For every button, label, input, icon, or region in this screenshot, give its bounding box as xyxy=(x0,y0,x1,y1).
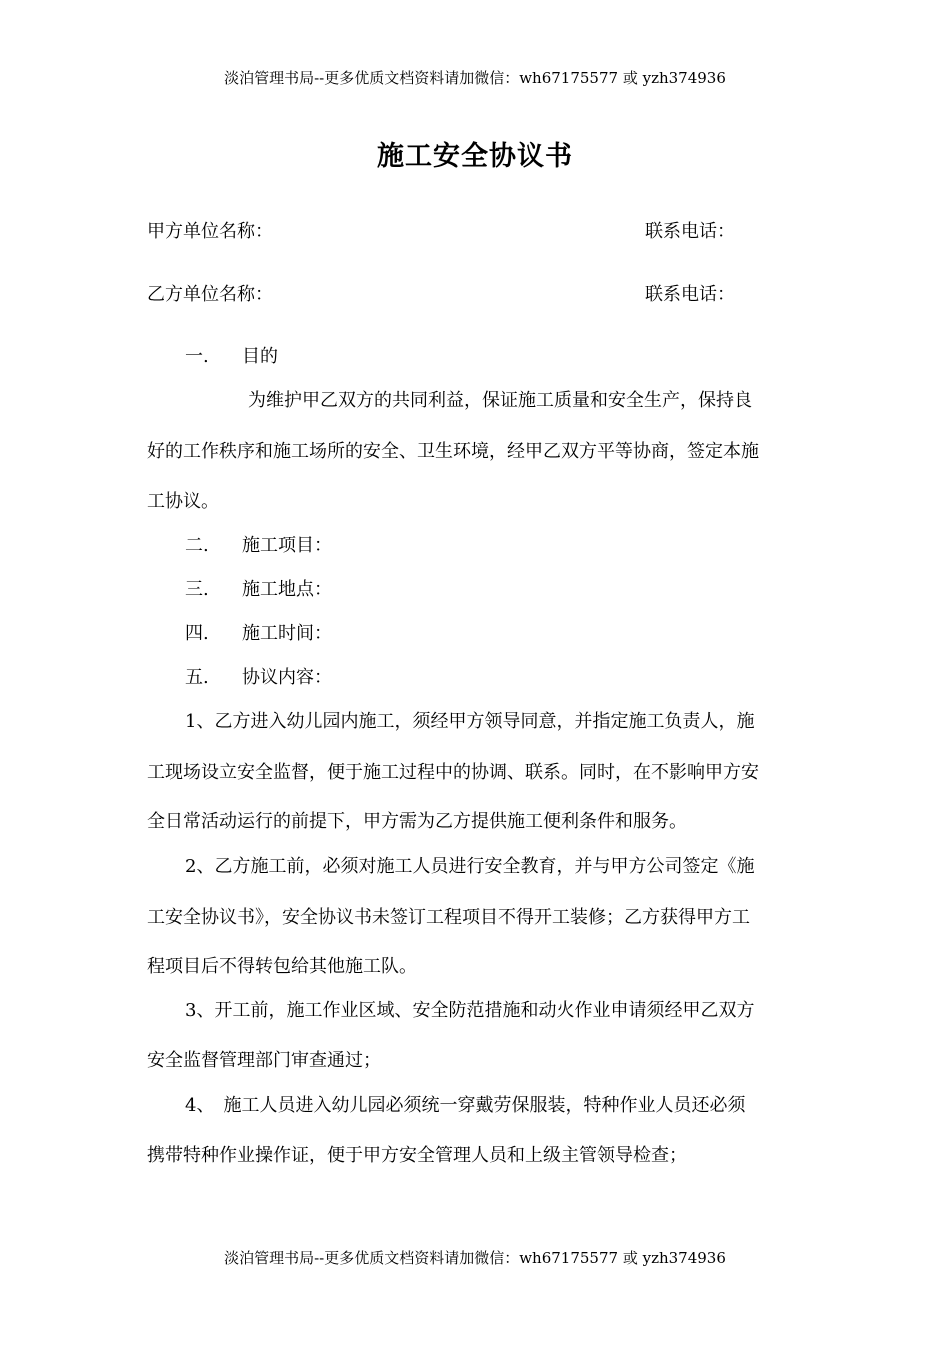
clause-line: 2、乙方施工前，必须对施工人员进行安全教育，并与甲方公司签定《施 xyxy=(185,856,755,877)
clause-line: 3、开工前，施工作业区域、安全防范措施和动火作业申请须经甲乙双方 xyxy=(185,1000,755,1021)
section-title: 施工时间： xyxy=(242,623,332,644)
paragraph-line: 工协议。 xyxy=(147,491,219,512)
clause-line: 安全监督管理部门审查通过； xyxy=(147,1050,381,1071)
clause-line: 4、 施工人员进入幼儿园必须统一穿戴劳保服装，特种作业人员还必须 xyxy=(185,1095,746,1116)
section-heading xyxy=(185,575,332,601)
party-b-phone-label: 联系电话： xyxy=(645,284,735,305)
clause-line: 程项目后不得转包给其他施工队。 xyxy=(147,956,417,977)
clause-line: 工安全协议书》，安全协议书未签订工程项目不得开工装修；乙方获得甲方工 xyxy=(147,907,750,928)
section-title: 施工地点： xyxy=(242,579,332,600)
section-number: 一. xyxy=(185,346,209,367)
party-b-name-label: 乙方单位名称： xyxy=(147,284,273,305)
clause-line: 携带特种作业操作证，便于甲方安全管理人员和上级主管领导检查； xyxy=(147,1145,687,1166)
section-heading xyxy=(185,619,332,645)
document-title: 施工安全协议书 xyxy=(377,141,573,172)
clause-line: 1、乙方进入幼儿园内施工，须经甲方领导同意，并指定施工负责人，施 xyxy=(185,711,755,732)
clause-line: 全日常活动运行的前提下，甲方需为乙方提供施工便利条件和服务。 xyxy=(147,811,687,832)
section-number: 二. xyxy=(185,535,209,556)
paragraph-line: 好的工作秩序和施工场所的安全、卫生环境，经甲乙双方平等协商，签定本施 xyxy=(147,441,759,462)
section-number: 五. xyxy=(185,667,209,688)
section-title: 施工项目： xyxy=(242,535,332,556)
clause-line: 工现场设立安全监督，便于施工过程中的协调、联系。同时，在不影响甲方安 xyxy=(147,762,759,783)
page-footer: 淡泊管理书局--更多优质文档资料请加微信：wh67175577 或 yzh374936 xyxy=(224,1249,726,1267)
section-heading xyxy=(185,342,278,368)
page-header: 淡泊管理书局--更多优质文档资料请加微信：wh67175577 或 yzh374936 xyxy=(224,69,726,87)
section-number: 三. xyxy=(185,579,209,600)
party-a-phone-label: 联系电话： xyxy=(645,221,735,242)
section-title: 协议内容： xyxy=(242,667,332,688)
section-heading xyxy=(185,663,332,689)
party-a-name-label: 甲方单位名称： xyxy=(147,221,273,242)
section-number: 四. xyxy=(185,623,209,644)
paragraph-line: 为维护甲乙双方的共同利益，保证施工质量和安全生产，保持良 xyxy=(248,390,752,411)
section-heading xyxy=(185,531,332,557)
section-title: 目的 xyxy=(242,346,278,367)
